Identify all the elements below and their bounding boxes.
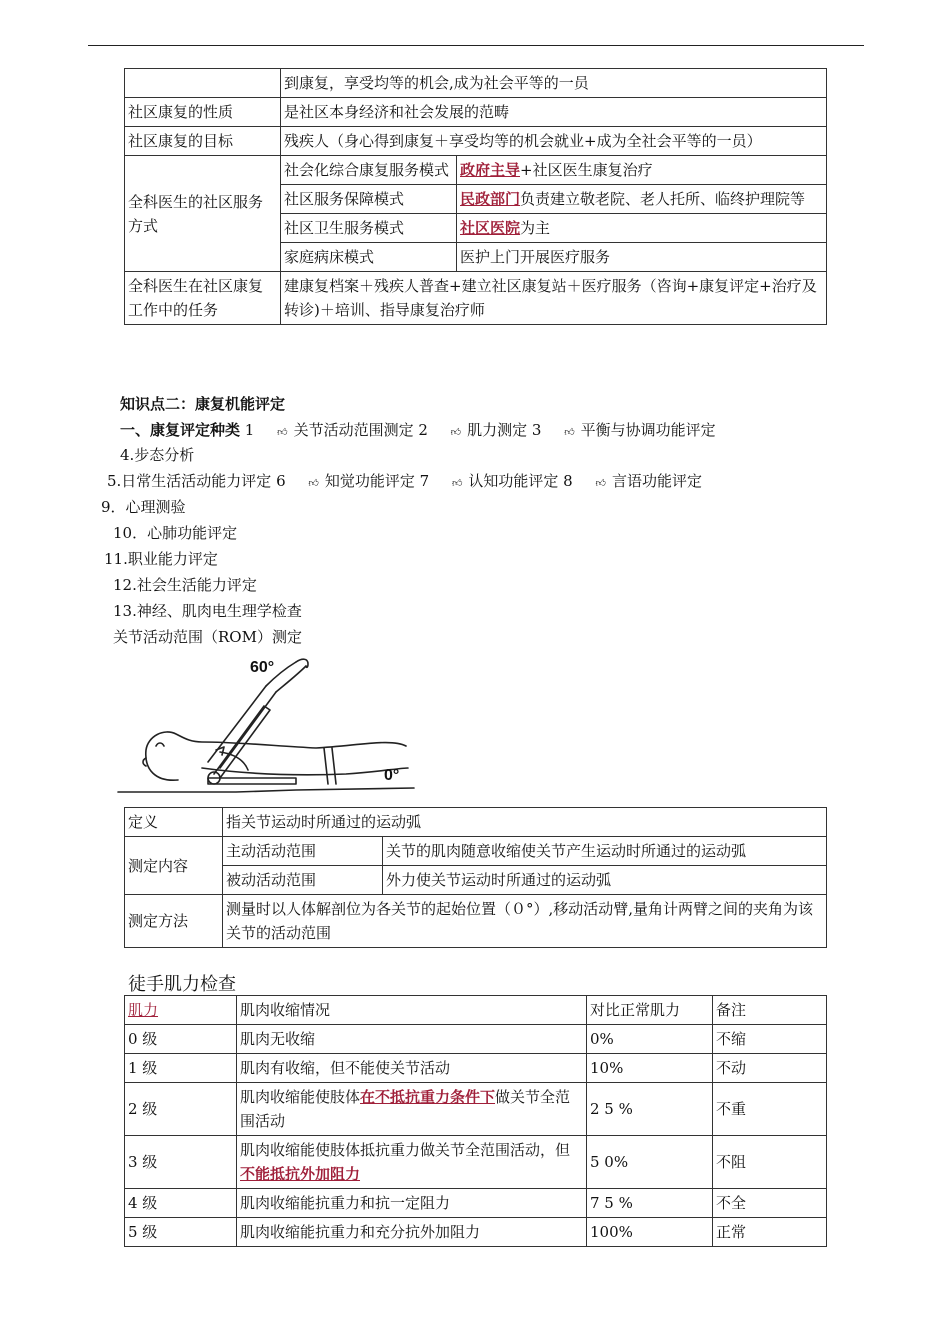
table-row (125, 1054, 827, 1083)
table-cell: 社区服务保障模式 (281, 185, 457, 214)
desc-cell: 肌肉收缩能使肢体在不抵抗重力条件下做关节全范围活动 (237, 1083, 587, 1136)
table-header: 备注 (713, 996, 827, 1025)
table-cell: 测定方法 (125, 895, 223, 948)
muscle-strength-table (124, 995, 827, 1247)
list-item: 13.神经、肌肉电生理学检查 (113, 602, 302, 620)
table-cell: 医护上门开展医疗服务 (457, 243, 827, 272)
table-row (125, 156, 827, 185)
header-rule (88, 45, 864, 46)
pct-cell: 100% (587, 1218, 713, 1247)
table-header-row (125, 996, 827, 1025)
table-cell: 测量时以人体解剖位为各关节的起始位置（０°）,移动活动臂,量角计两臂之间的夹角为该关节的活动范围 (223, 895, 827, 948)
table-cell: 到康复，享受均等的机会,成为社会平等的一员 (281, 69, 827, 98)
note-cell: 不全 (713, 1189, 827, 1218)
table-cell: 社区康复的目标 (125, 127, 281, 156)
list-item: 关节活动范围测定 2 (293, 421, 428, 439)
table-cell: 社区康复的性质 (125, 98, 281, 127)
cell-text: 为主 (520, 219, 551, 237)
types-line-1 (120, 419, 716, 444)
cell-text: 负责建立敬老院、老人托所、临终护理院等 (520, 190, 806, 208)
note-cell: 不阻 (713, 1136, 827, 1189)
bullet-icon: 👍︎ (450, 427, 462, 438)
service-label-cell: 全科医生的社区服务方式 (125, 156, 281, 272)
pct-cell: 0% (587, 1025, 713, 1054)
desc-cell: 肌肉收缩能抗重力和充分抗外加阻力 (237, 1218, 587, 1247)
grade-cell: 4 级 (125, 1189, 237, 1218)
table-cell: 外力使关节运动时所通过的运动弧 (383, 866, 827, 895)
rom-table (124, 807, 827, 948)
mmt-title: 徒手肌力检查 (128, 974, 236, 995)
grade-cell: 3 级 (125, 1136, 237, 1189)
table-row (125, 98, 827, 127)
table-row (125, 1083, 827, 1136)
desc-cell: 肌肉有收缩，但不能使关节活动 (237, 1054, 587, 1083)
table-cell (457, 185, 827, 214)
desc-cell: 肌肉收缩能使肢体抵抗重力做关节全范围活动，但不能抵抗外加阻力 (237, 1136, 587, 1189)
table-cell (457, 156, 827, 185)
list-item: 肌力测定 3 (467, 421, 542, 439)
list-item: 言语功能评定 (611, 472, 702, 490)
table-header: 肌力 (125, 996, 237, 1025)
bullet-icon: 👍︎ (564, 427, 575, 438)
list-item: 平衡与协调功能评定 (580, 421, 716, 439)
table-row (125, 837, 827, 866)
table-cell: 主动活动范围 (223, 837, 383, 866)
table-row (125, 69, 827, 98)
grade-cell: 1 级 (125, 1054, 237, 1083)
table-row (125, 895, 827, 948)
pct-cell: 2 5 % (587, 1083, 713, 1136)
bullet-icon: 👍︎ (595, 478, 606, 489)
pct-cell: 10% (587, 1054, 713, 1083)
table-cell: 全科医生在社区康复工作中的任务 (125, 272, 281, 325)
list-item: 4.步态分析 (120, 446, 195, 464)
list-item: 1 (244, 421, 255, 439)
highlight-text: 民政部门 (460, 190, 521, 208)
desc-cell: 肌肉无收缩 (237, 1025, 587, 1054)
table-cell (125, 69, 281, 98)
list-item: 5.日常生活活动能力评定 6 (107, 472, 286, 490)
highlight-text: 政府主导 (460, 161, 521, 179)
note-cell: 不重 (713, 1083, 827, 1136)
list-item: 10．心肺功能评定 (113, 524, 238, 542)
note-cell: 不缩 (713, 1025, 827, 1054)
table-row (125, 1136, 827, 1189)
table-cell: 社区卫生服务模式 (281, 214, 457, 243)
angle-label-60: 60° (250, 659, 275, 676)
grade-cell: 5 级 (125, 1218, 237, 1247)
highlight-text: 不能抵抗外加阻力 (240, 1165, 361, 1183)
table-cell: 社会化综合康复服务模式 (281, 156, 457, 185)
bullet-icon: 👍︎ (451, 478, 463, 489)
table-cell: 测定内容 (125, 837, 223, 895)
highlight-text: 在不抵抗重力条件下 (360, 1088, 496, 1106)
table-cell: 残疾人（身心得到康复＋享受均等的机会就业+成为全社会平等的一员） (281, 127, 827, 156)
table-row (125, 127, 827, 156)
table-row (125, 1189, 827, 1218)
section-title: 知识点二：康复机能评定 (120, 395, 286, 413)
list-item: 认知功能评定 8 (468, 472, 573, 490)
table-cell: 关节的肌肉随意收缩使关节产生运动时所通过的运动弧 (383, 837, 827, 866)
community-rehab-table (124, 68, 827, 325)
types-line-3 (107, 470, 702, 495)
list-item: 11.职业能力评定 (104, 550, 218, 568)
highlight-text: 社区医院 (460, 219, 521, 237)
grade-cell: 0 级 (125, 1025, 237, 1054)
table-cell: 家庭病床模式 (281, 243, 457, 272)
table-cell: 是社区本身经济和社会发展的范畴 (281, 98, 827, 127)
pct-cell: 5 0% (587, 1136, 713, 1189)
table-cell: 定义 (125, 808, 223, 837)
note-cell: 正常 (713, 1218, 827, 1247)
pct-cell: 7 5 % (587, 1189, 713, 1218)
grade-cell: 2 级 (125, 1083, 237, 1136)
table-row (125, 866, 827, 895)
list-item: 9．心理测验 (101, 498, 186, 516)
table-row (125, 808, 827, 837)
table-row (125, 1218, 827, 1247)
cell-text: +社区医生康复治疗 (520, 161, 653, 179)
bullet-icon: 👍︎ (277, 427, 288, 438)
table-header: 对比正常肌力 (587, 996, 713, 1025)
table-row (125, 1025, 827, 1054)
table-header: 肌肉收缩情况 (237, 996, 587, 1025)
rom-title: 关节活动范围（ROM）测定 (113, 628, 302, 646)
table-cell (457, 214, 827, 243)
desc-cell: 肌肉收缩能抗重力和抗一定阻力 (237, 1189, 587, 1218)
types-heading: 一、康复评定种类 (120, 421, 241, 439)
table-cell: 建康复档案＋残疾人普查+建立社区康复站＋医疗服务（咨询+康复评定+治疗及转诊)＋培训、指导康复治疗师 (281, 272, 827, 325)
table-cell: 指关节运动时所通过的运动弧 (223, 808, 827, 837)
table-cell: 被动活动范围 (223, 866, 383, 895)
list-item: 12.社会生活能力评定 (113, 576, 257, 594)
list-item: 知觉功能评定 7 (324, 472, 430, 490)
bullet-icon: 👍︎ (308, 478, 319, 489)
note-cell: 不动 (713, 1054, 827, 1083)
angle-label-0: 0° (384, 767, 400, 784)
rom-measurement-figure (116, 650, 416, 798)
table-row (125, 272, 827, 325)
